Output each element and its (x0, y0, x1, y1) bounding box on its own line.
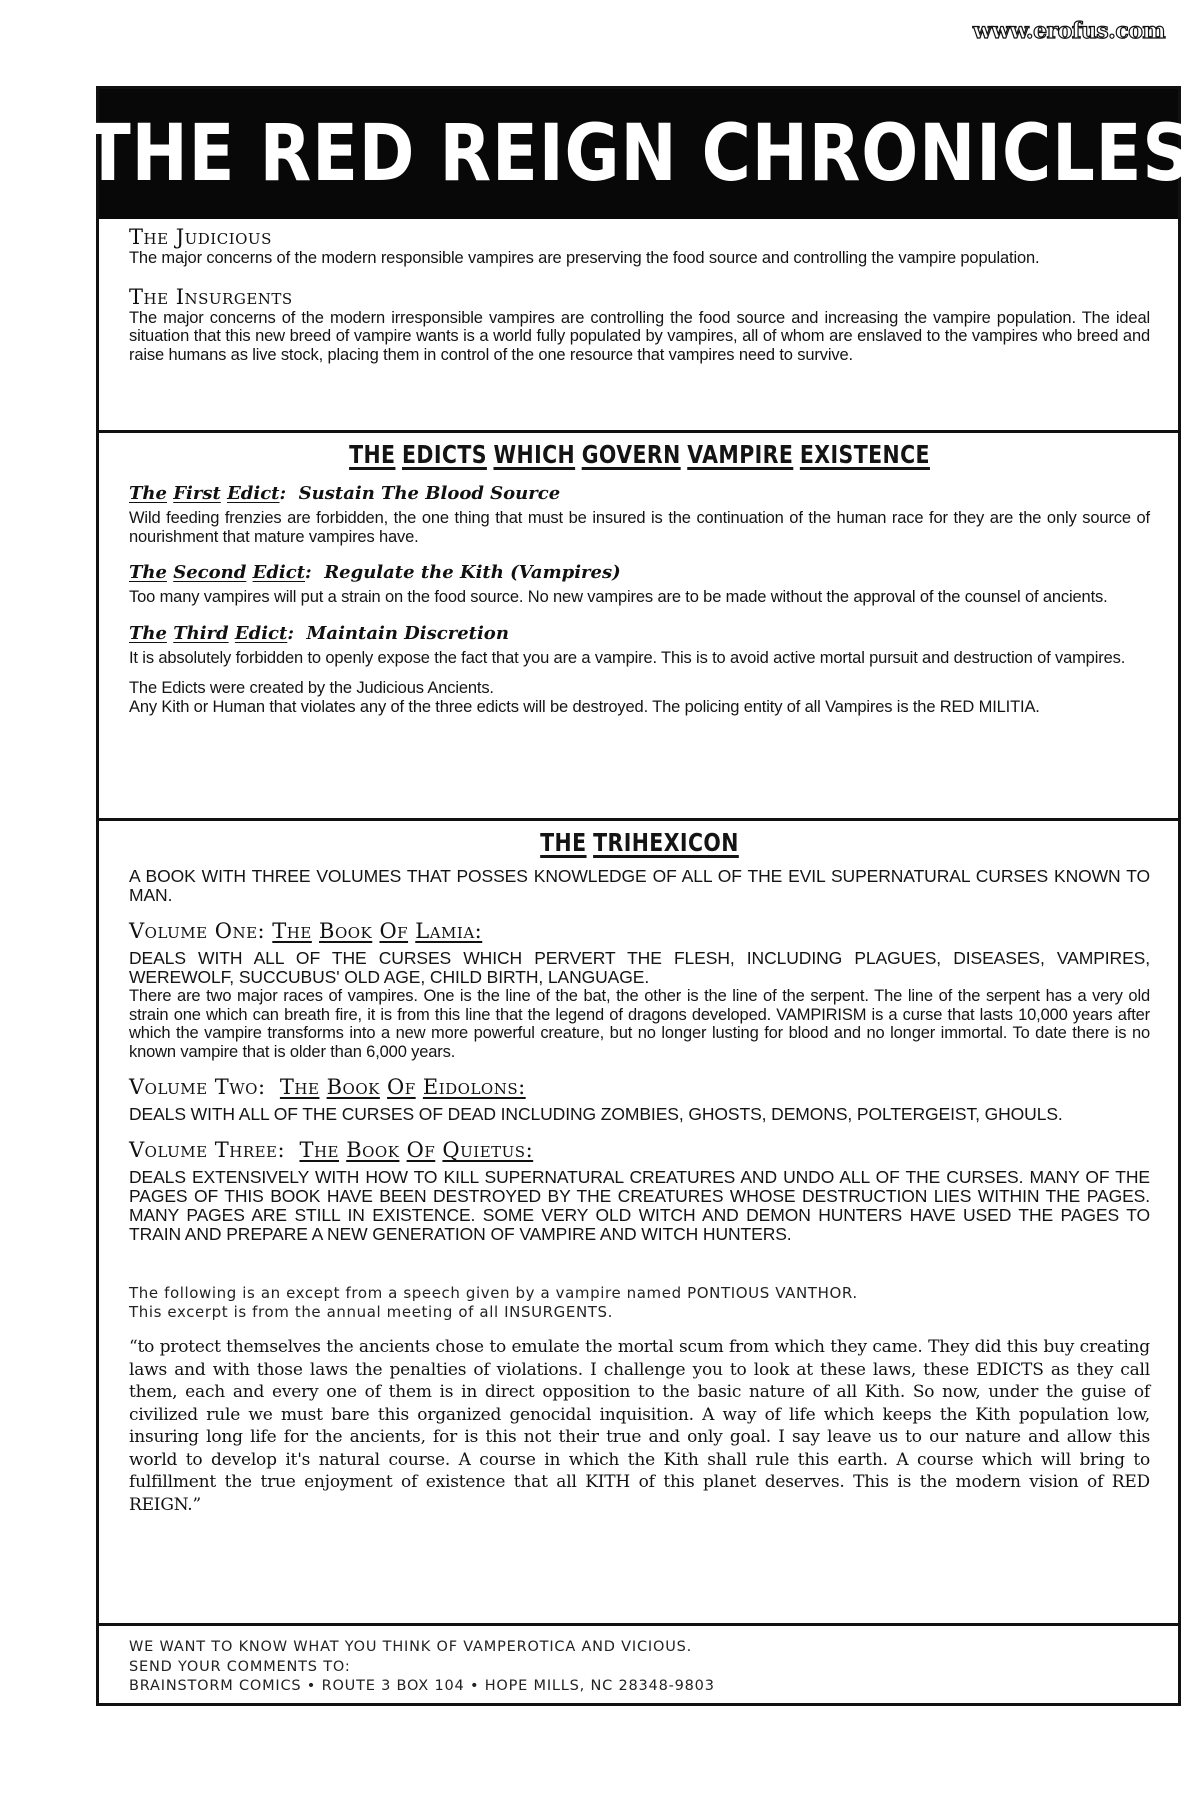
edict-title: Sustain The Blood Source (298, 483, 561, 504)
volume-label: Volume One: (129, 919, 266, 943)
section-divider (99, 1623, 1178, 1626)
title-banner (85, 89, 1192, 219)
section-divider (99, 818, 1178, 821)
edict-text: Too many vampires will put a strain on the food source. No new vampires are to be made without the approval of the counsel of ancients. (129, 588, 1108, 606)
faction-heading: The Insurgents (129, 284, 293, 309)
faction-insurgents (129, 285, 1150, 365)
edict-item (129, 623, 1150, 668)
watermark: www.erofus.com (972, 18, 1166, 44)
faction-heading: The Judicious (129, 225, 272, 249)
edict-item (129, 562, 1150, 607)
volume-label: Volume Three: (129, 1138, 286, 1162)
edict-heading: The First Edict: Sustain The Blood Source (129, 483, 561, 504)
faction-text: The major concerns of the modern irresponsible vampires are controlling the food source and increasing the vampire population. The ideal situation that this new breed of vampire wants is a world fully populated by vampires, all of whom are enslaved to the vampires who breed and raise humans as live stock, placing them in control of the one resource that vampires need to survive. (129, 308, 1150, 364)
edict-title: Maintain Discretion (306, 622, 509, 644)
volume-label: Volume Two: (129, 1075, 266, 1099)
volume-text: DEALS WITH ALL OF THE CURSES WHICH PERVERT THE FLESH, INCLUDING PLAGUES, DISEASES, VAMPIRES, WEREWOLF, SUCCUBUS' OLD AGE, CHILD BIRTH, LANGUAGE. (129, 948, 1150, 987)
footer-line1: WE WANT TO KNOW WHAT YOU THINK OF VAMPEROTICA AND VICIOUS. (129, 1639, 693, 1655)
edict-text: Wild feeding frenzies are forbidden, the one thing that must be insured is the continuation of the human race for they are the only source of nourishment that mature vampires have. (129, 509, 1150, 546)
edicts-heading: THE EDICTS WHICH GOVERN VAMPIRE EXISTENCE (349, 440, 930, 469)
volume-heading: Volume Three: The Book Of Quietus: (129, 1138, 534, 1162)
footer-address: BRAINSTORM COMICS • ROUTE 3 BOX 104 • HOPE MILLS, NC 28348-9803 (129, 1678, 715, 1694)
volume-extra-text: There are two major races of vampires. One is the line of the bat, the other is the line of the serpent. The line of the serpent has a very old strain one which can breath fire, it is from this line that the legend of dragons developed. VAMPIRISM is a curse that lasts 10,000 years after which the vampire transforms into a new more powerful creature, but no longer lusting for blood and no longer immortal. To date there is no known vampire that is older than 6,000 years. (129, 987, 1150, 1061)
trihexicon-section (99, 823, 1178, 1516)
speech-intro-line1: The following is an except from a speech given by a vampire named PONTIOUS VANTHOR. (129, 1284, 858, 1302)
volume-item (129, 1075, 1150, 1124)
volume-text: DEALS EXTENSIVELY WITH HOW TO KILL SUPERNATURAL CREATURES AND UNDO ALL OF THE CURSES. MANY OF THE PAGES OF THIS BOOK HAVE BEEN DESTROYED BY THE CREATURES WHOSE DESTRUCTION LIES WITHIN THE PAGES. MANY PAGES ARE STILL IN EXISTENCE. SOME VERY OLD WITCH AND DEMON HUNTERS HAVE USED THE PAGES TO TRAIN AND PREPARE A NEW GENERATION OF VAMPIRE AND WITCH HUNTERS. (129, 1167, 1150, 1244)
section-divider (99, 430, 1178, 433)
volume-item (129, 1138, 1150, 1244)
edict-title: Regulate the Kith (Vampires) (324, 562, 621, 583)
edict-heading: The Second Edict: Regulate the Kith (Vampires) (129, 562, 621, 583)
trihexicon-heading: THE TRIHEXICON (540, 828, 739, 857)
speech-intro-line2: This excerpt is from the annual meeting of all INSURGENTS. (129, 1303, 614, 1321)
footer-section (99, 1628, 1178, 1697)
edict-text: It is absolutely forbidden to openly expose the fact that you are a vampire. This is to avoid active mortal pursuit and destruction of vampires. (129, 648, 1126, 667)
edict-heading: The Third Edict: Maintain Discretion (129, 622, 509, 644)
speech-excerpt (129, 1284, 1150, 1516)
volume-heading: Volume One: The Book Of Lamia: (129, 919, 483, 943)
edict-item (129, 483, 1150, 546)
document-page (85, 86, 1192, 1706)
edicts-closing-line1: The Edicts were created by the Judicious Ancients. (129, 679, 494, 697)
edicts-closing-line2: Any Kith or Human that violates any of the three edicts will be destroyed. The policing entity of all Vampires is the RED MILITIA. (129, 697, 1040, 716)
footer-line2: SEND YOUR COMMENTS TO: (129, 1658, 351, 1675)
speech-quote: “to protect themselves the ancients chose to emulate the mortal scum from which they came. They did this buy creating laws and with those laws the penalties of violations. I challenge you to look at these laws, these EDICTS as they call them, each and every one of them is in direct opposition to the basic nature of all Kith. So now, under the guise of civilized rule we must bare this organized genocidal inquisition. A way of life which keeps the Kith population low, insuring long life for the ancients, for is this not their true and only goal. I say leave us to our nature and allow this world to develop it's natural course. A course in which the Kith shall rule this earth. A course which will bring to fulfillment the true enjoyment of existence that all KITH of this planet deserves. This is the modern vision of RED REIGN.” (129, 1337, 1150, 1515)
page-title: THE RED REIGN CHRONICLES (85, 109, 1192, 199)
edicts-section (99, 435, 1178, 716)
volume-item (129, 919, 1150, 1061)
factions-section (99, 221, 1178, 364)
faction-judicious (129, 225, 1150, 268)
volume-text: DEALS WITH ALL OF THE CURSES OF DEAD INCLUDING ZOMBIES, GHOSTS, DEMONS, POLTERGEIST, GHOULS. (129, 1104, 1063, 1124)
volume-heading: Volume Two: The Book Of Eidolons: (129, 1075, 526, 1099)
trihexicon-intro: A BOOK WITH THREE VOLUMES THAT POSSES KNOWLEDGE OF ALL OF THE EVIL SUPERNATURAL CURSES KNOWN TO MAN. (129, 866, 1150, 905)
faction-text: The major concerns of the modern responsible vampires are preserving the food source and controlling the vampire population. (129, 249, 1040, 267)
